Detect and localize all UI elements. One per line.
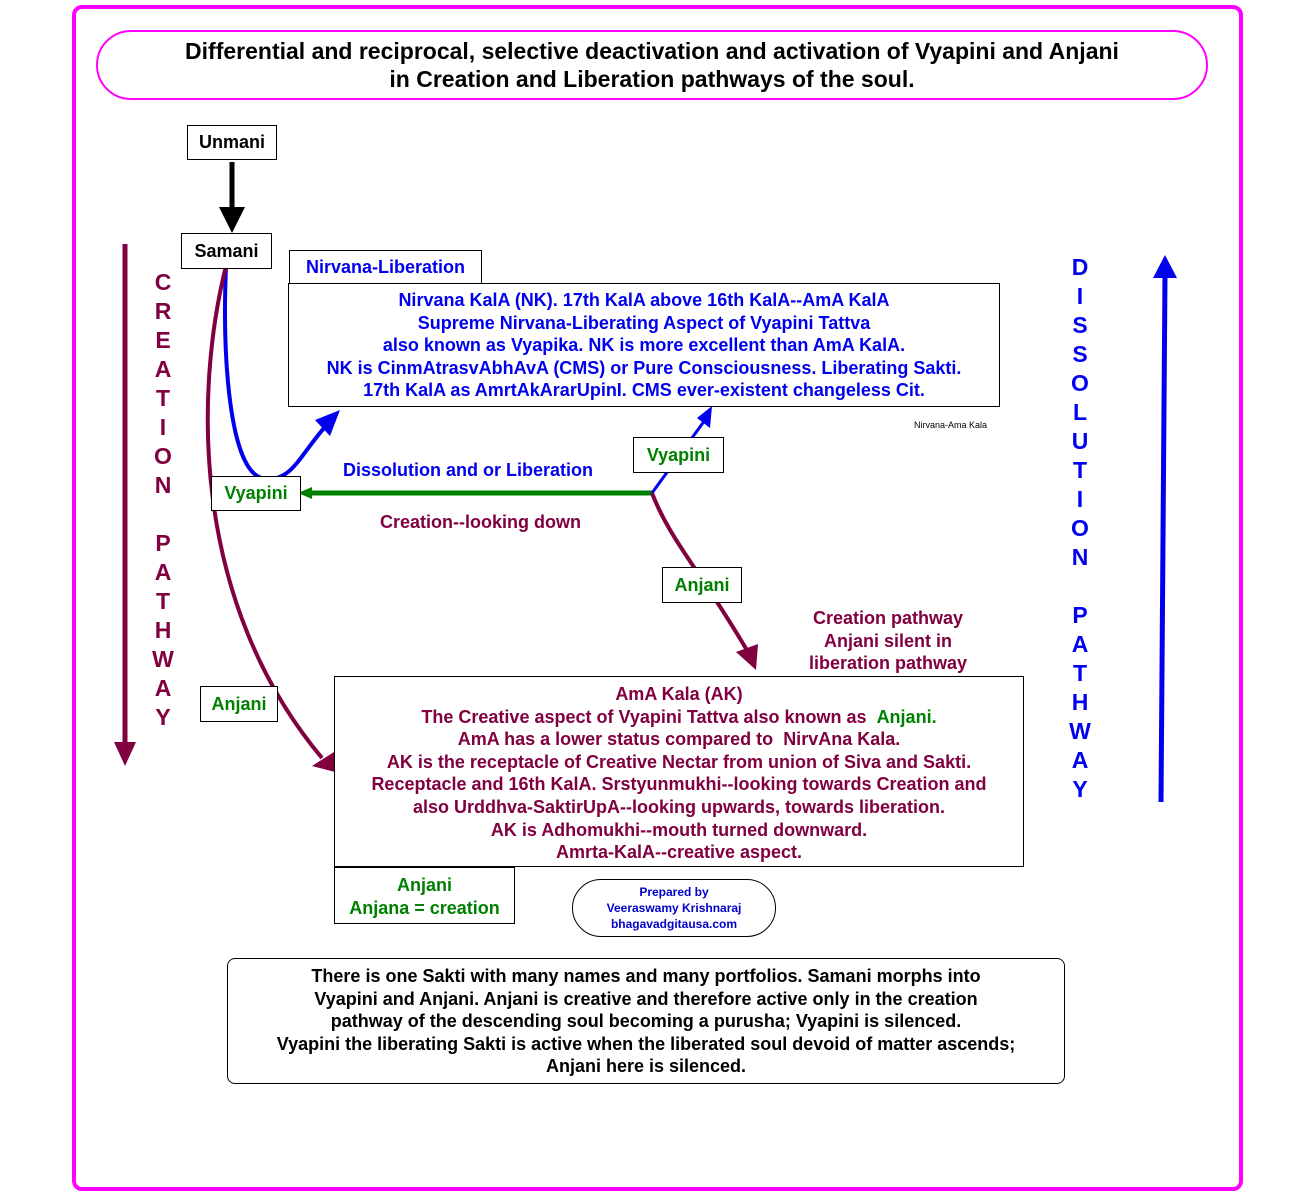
ama-line-7: AK is Adhomukhi--mouth turned downward. (490, 819, 868, 840)
ama-line-3: AmA has a lower status compared to NirvAna Kala. (457, 729, 901, 750)
title-line-1: Differential and reciprocal, selective deactivation and activation of Vyapini and Anjani (185, 38, 1119, 64)
unmani-label: Unmani (198, 132, 265, 152)
samani-node (181, 233, 272, 269)
ama-line-4: AK is the receptacle of Creative Nectar from union of Siva and Sakti. (386, 751, 972, 772)
unmani-node (187, 125, 277, 160)
ama-anjani-highlight: Anjani. (876, 706, 937, 727)
nirvana-liberation-label: Nirvana-Liberation (305, 257, 466, 277)
nirvana-kala-box (288, 283, 1000, 407)
ama-line-5: Receptacle and 16th KalA. Srstyunmukhi--looking towards Creation and (371, 774, 987, 795)
creation-arrowhead (114, 742, 136, 766)
samani-ama-arrowhead (312, 752, 335, 772)
nirvana-ama-caption: Nirvana-Ama Kala (914, 420, 988, 430)
dissolution-liberation-label: Dissolution and or Liberation (343, 460, 594, 480)
vyapini-left-label: Vyapini (224, 483, 288, 503)
note-line-1: There is one Sakti with many names and many portfolios. Samani morphs into (311, 966, 981, 986)
ama-line-2: The Creative aspect of Vyapini Tattva also known as Anjani. (421, 706, 937, 727)
nirvana-line-5: 17th KalA as AmrtAkArarUpinI. CMS ever-existent changeless Cit. (363, 380, 925, 400)
vyapini-right-label: Vyapini (646, 445, 711, 465)
dissolution-arrowhead (1153, 255, 1177, 278)
creation-pathway-note (790, 607, 986, 675)
note-line-5: Anjani here is silenced. (545, 1056, 747, 1076)
ama-line-8: Amrta-KalA--creative aspect. (555, 842, 803, 863)
unmani-arrowhead (219, 207, 245, 233)
ama-nirvana-highlight: NirvAna Kala. (783, 729, 901, 750)
note-line-4: Vyapini the liberating Sakti is active when the liberated soul devoid of matter ascends; (276, 1034, 1016, 1054)
creation-note-line-2: Anjani silent in (823, 630, 952, 651)
dissolution-pathway-label: D I S S O L U T I O N P A T H W A Y (1069, 254, 1091, 802)
summary-note (227, 958, 1065, 1084)
ama-line-6: also Urddhva-SaktirUpA--looking upwards, towards liberation. (412, 796, 946, 817)
creation-looking-down-label: Creation--looking down (380, 512, 581, 532)
anjani-mid-node (662, 567, 742, 603)
anjani-creation-box (334, 867, 515, 924)
vyapini-left-node (211, 476, 301, 511)
vyapini-right-node (633, 437, 724, 473)
anjani-left-label: Anjani (211, 694, 267, 714)
note-line-2: Vyapini and Anjani. Anjani is creative and therefore active only in the creation (314, 989, 978, 1009)
anjani-box-line-1: Anjani (396, 875, 452, 895)
nirvana-line-4: NK is CinmAtrasvAbhAvA (CMS) or Pure Consciousness. Liberating Sakti. (326, 357, 962, 378)
nirvana-liberation-node (289, 250, 482, 285)
creation-note-line-1: Creation pathway (812, 608, 964, 628)
credit-line-1: Prepared by (639, 885, 709, 899)
anjani-mid-label: Anjani (674, 575, 730, 595)
creation-pathway-label: C R E A T I O N P A T H W A Y (152, 269, 174, 730)
anjani-left-node (200, 686, 278, 722)
samani-label: Samani (194, 241, 259, 261)
nirvana-line-2: Supreme Nirvana-Liberating Aspect of Vyapini Tattva (417, 312, 871, 333)
branch-nirvana-arrowhead (697, 406, 712, 428)
dissolution-pathway-arrow (1161, 275, 1165, 802)
ama-kala-box (334, 676, 1024, 867)
credit-line-2: Veeraswamy Krishnaraj (606, 901, 742, 915)
creation-note-line-3: liberation pathway (808, 653, 968, 673)
credit-line-3: bhagavadgitausa.com (610, 917, 738, 931)
credit-badge (572, 879, 776, 937)
nirvana-line-1: Nirvana KalA (NK). 17th KalA above 16th KalA--AmA KalA (398, 290, 890, 310)
ama-title: AmA Kala (AK) (615, 684, 743, 704)
anjani-box-line-2: Anjana = creation (349, 897, 500, 918)
note-line-3: pathway of the descending soul becoming a purusha; Vyapini is silenced. (330, 1011, 962, 1031)
nirvana-line-3: also known as Vyapika. NK is more excellent than AmA KalA. (382, 335, 906, 355)
title-line-2: in Creation and Liberation pathways of the soul. (389, 66, 915, 92)
